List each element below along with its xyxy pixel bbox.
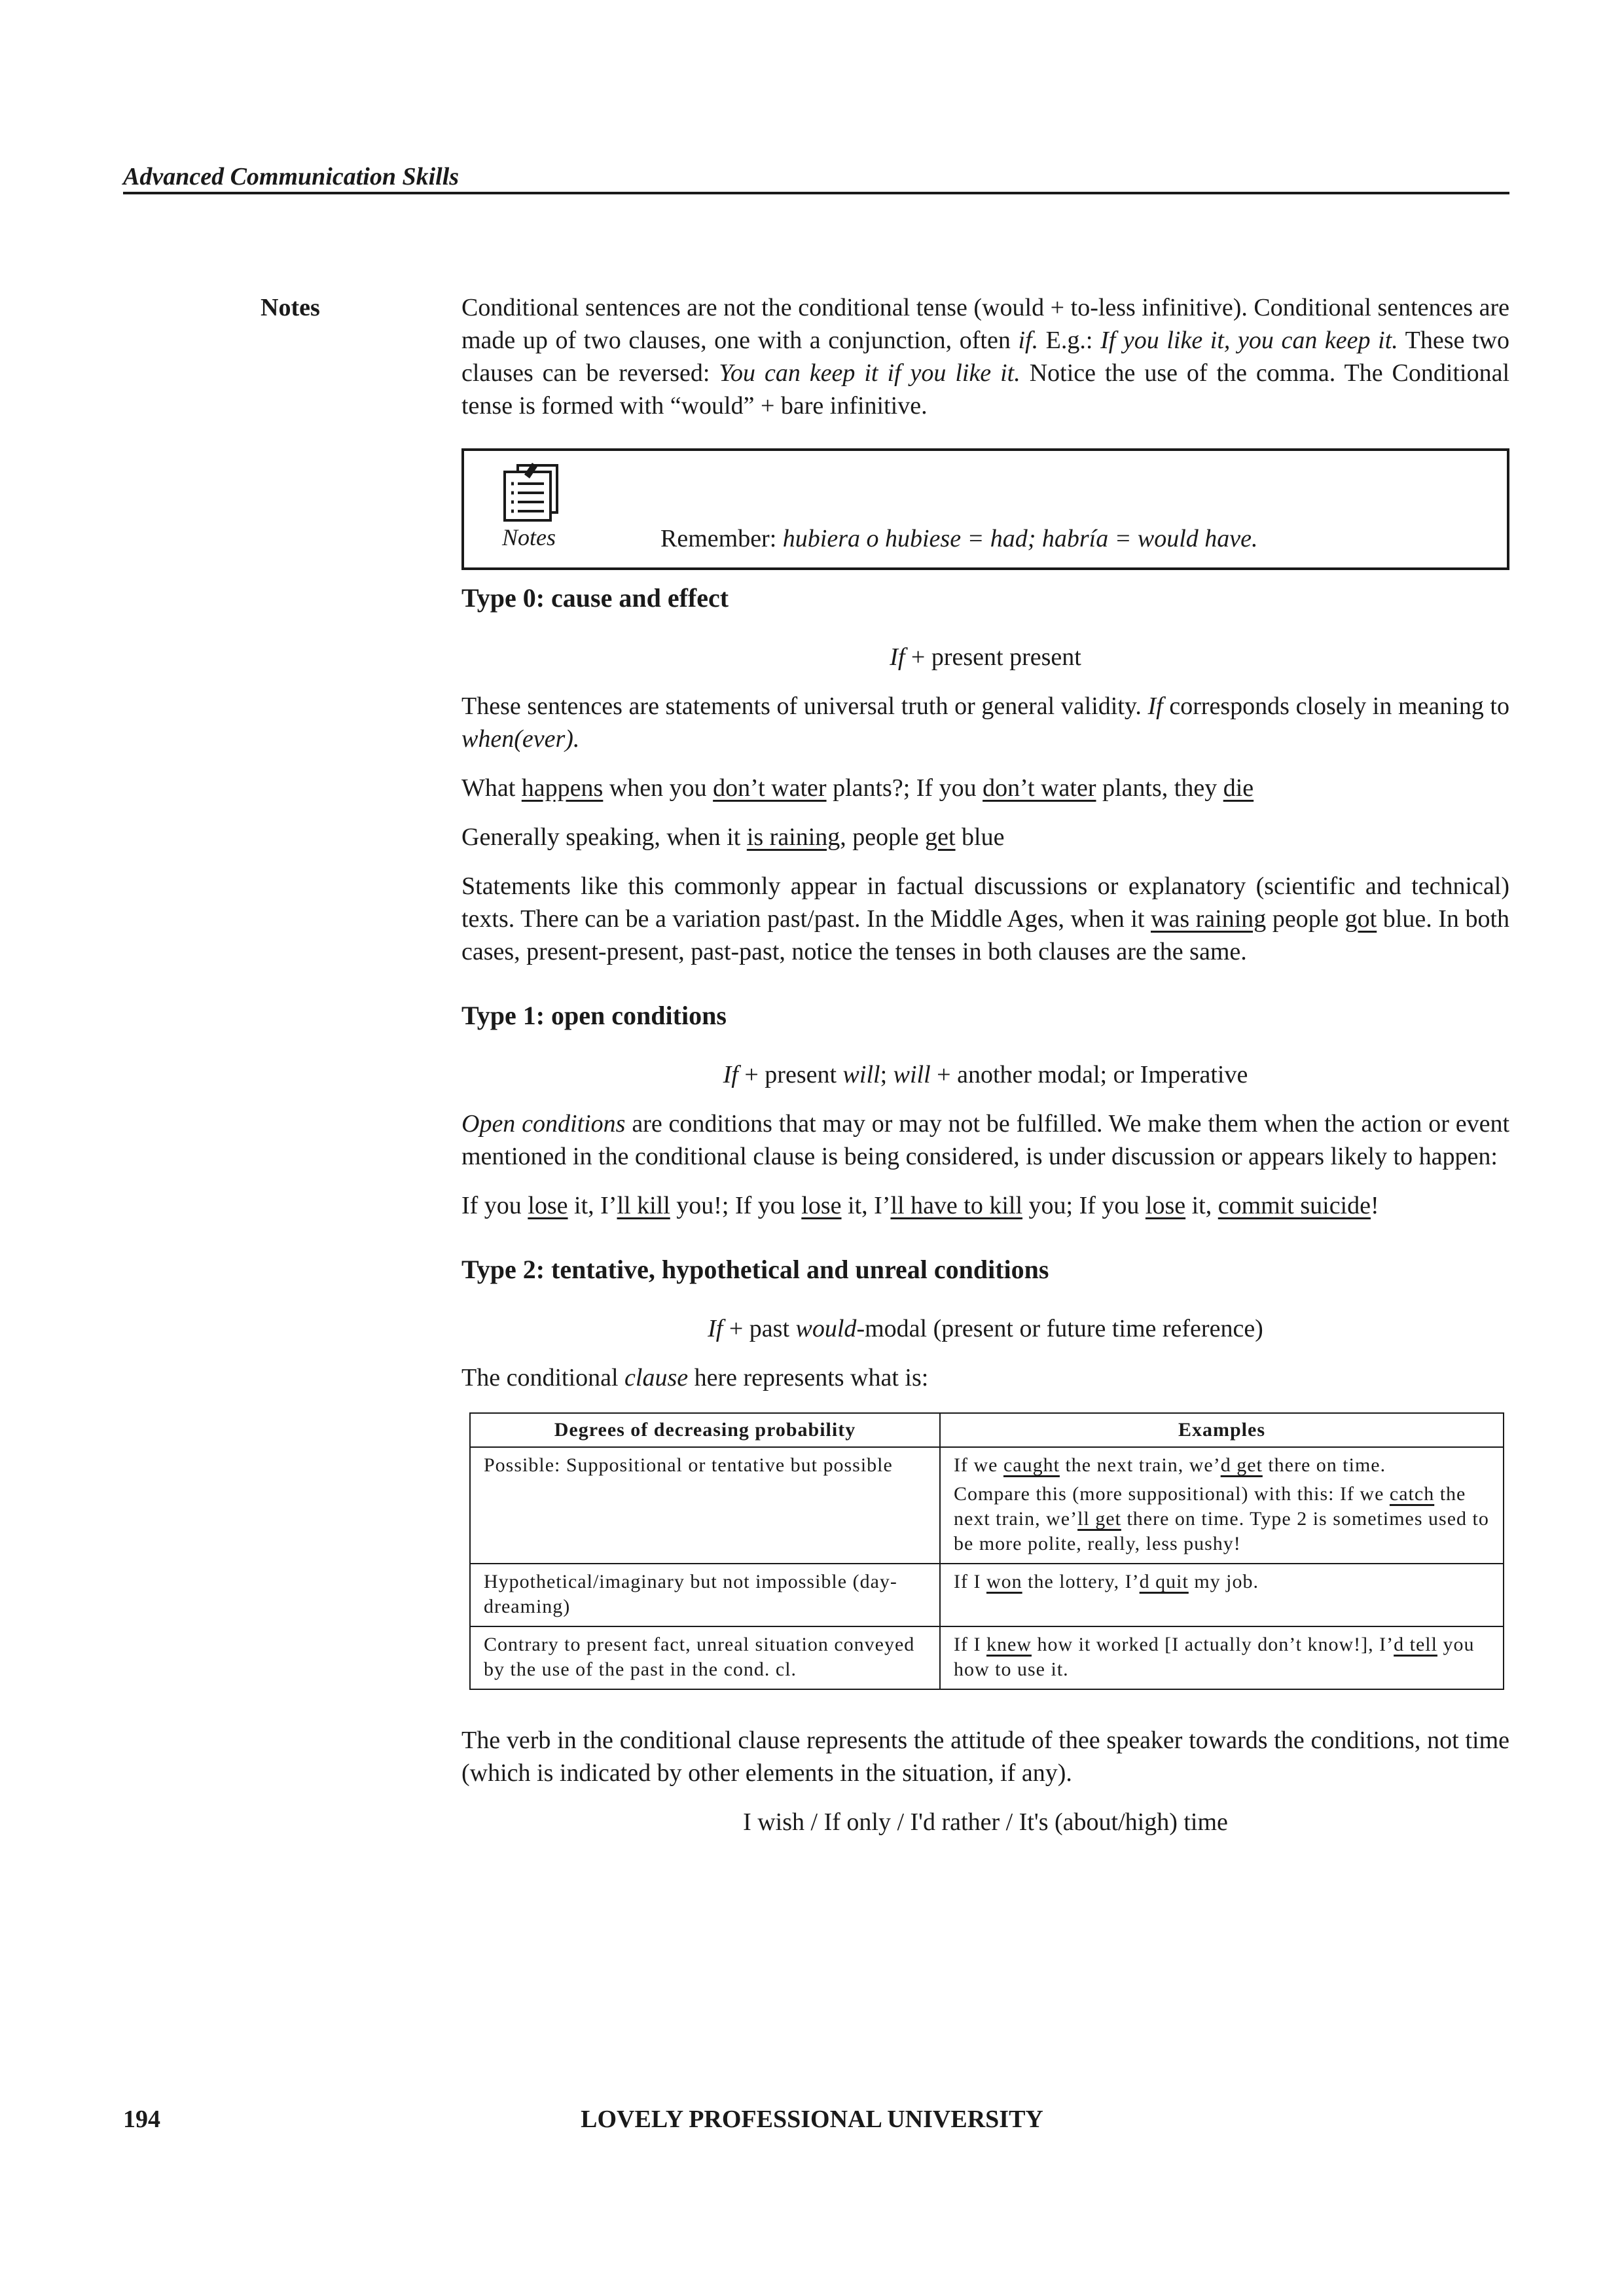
type1-example: If you lose it, I’ll kill you!; If you lose it, I’ll have to kill you; If you lose it, commit suicide!	[461, 1192, 1379, 1219]
type0-example-2: Generally speaking, when it is raining, people get blue	[461, 823, 1005, 851]
type1-heading: Type 1: open conditions	[461, 1001, 727, 1030]
notes-icon-label: Notes	[502, 524, 556, 550]
type0-formula: If + present present	[890, 643, 1081, 671]
table-cell-example: If I knew how it worked [I actually don’t know!], I’d tell you how to use it.	[940, 1626, 1504, 1689]
running-head: Advanced Communication Skills	[123, 163, 460, 190]
closing-paragraph: The verb in the conditional clause represents the attitude of thee speaker towards the conditions, not time (which is indicated by other elements in the situation, if any).	[461, 1727, 1509, 1787]
table-header-row	[470, 1413, 1504, 1447]
type2-heading: Type 2: tentative, hypothetical and unreal conditions	[461, 1255, 1049, 1284]
table-header-cell: Examples	[940, 1413, 1504, 1447]
table-cell-degree: Contrary to present fact, unreal situation conveyed by the use of the past in the cond. cl.	[470, 1626, 940, 1689]
type1-formula: If + present will; will + another modal; or Imperative	[723, 1061, 1248, 1088]
type1-paragraph: Open conditions are conditions that may or may not be fulfilled. We make them when the action or event mentioned in the conditional clause is being considered, is under discussion or appears likely to happen:	[461, 1110, 1510, 1170]
type0-example-1: What happens when you don’t water plants?; If you don’t water plants, they die	[461, 774, 1254, 802]
table-row	[470, 1564, 1504, 1626]
main-content	[461, 291, 1509, 1855]
page-number: 194	[123, 2106, 160, 2133]
footer-university: LOVELY PROFESSIONAL UNIVERSITY	[581, 2106, 1043, 2133]
note-box	[461, 448, 1509, 570]
type0-paragraph-2: Statements like this commonly appear in factual discussions or explanatory (scientific and technical) texts. There can be a variation past/past. In the Middle Ages, when it was raining people got blue. In both cases, present-present, past-past, notice the tenses in both clauses are the same.	[461, 872, 1509, 965]
notes-side-label: Notes	[261, 294, 320, 321]
table-row	[470, 1626, 1504, 1689]
table-cell-example: If we caught the next train, we’d get there on time. Compare this (more suppositional) with this: If we catch the next train, we’ll get there on time. Type 2 is sometimes used to be more polite, really, less pushy!	[940, 1447, 1504, 1564]
type0-paragraph: These sentences are statements of universal truth or general validity. If corresponds closely in meaning to when(ever).	[461, 692, 1509, 753]
table-cell-degree: Hypothetical/imaginary but not impossible (day-dreaming)	[470, 1564, 940, 1626]
type0-heading: Type 0: cause and effect	[461, 583, 729, 613]
header-rule	[123, 192, 1509, 194]
closing-center-line: I wish / If only / I'd rather / It's (about/high) time	[743, 1808, 1228, 1836]
table-cell-degree: Possible: Suppositional or tentative but possible	[470, 1447, 940, 1564]
note-text: Remember: hubiera o hubiese = had; habría = would have.	[660, 525, 1258, 552]
notes-icon	[498, 460, 564, 523]
table-header-cell: Degrees of decreasing probability	[470, 1413, 940, 1447]
table-row	[470, 1447, 1504, 1564]
intro-paragraph: Conditional sentences are not the conditional tense (would + to-less infinitive). Conditional sentences are made up of two clauses, one with a conjunction, often if. E.g.: If you like it, you can keep it. These two clauses can be reversed: You can keep it if you like it. Notice the use of the comma. The Conditional tense is formed with “would” + bare infinitive.	[461, 294, 1509, 420]
type2-formula: If + past would-modal (present or future time reference)	[708, 1315, 1263, 1342]
table-cell-example: If I won the lottery, I’d quit my job.	[940, 1564, 1504, 1626]
type2-paragraph: The conditional clause here represents what is:	[461, 1364, 929, 1391]
probability-table	[469, 1412, 1504, 1690]
